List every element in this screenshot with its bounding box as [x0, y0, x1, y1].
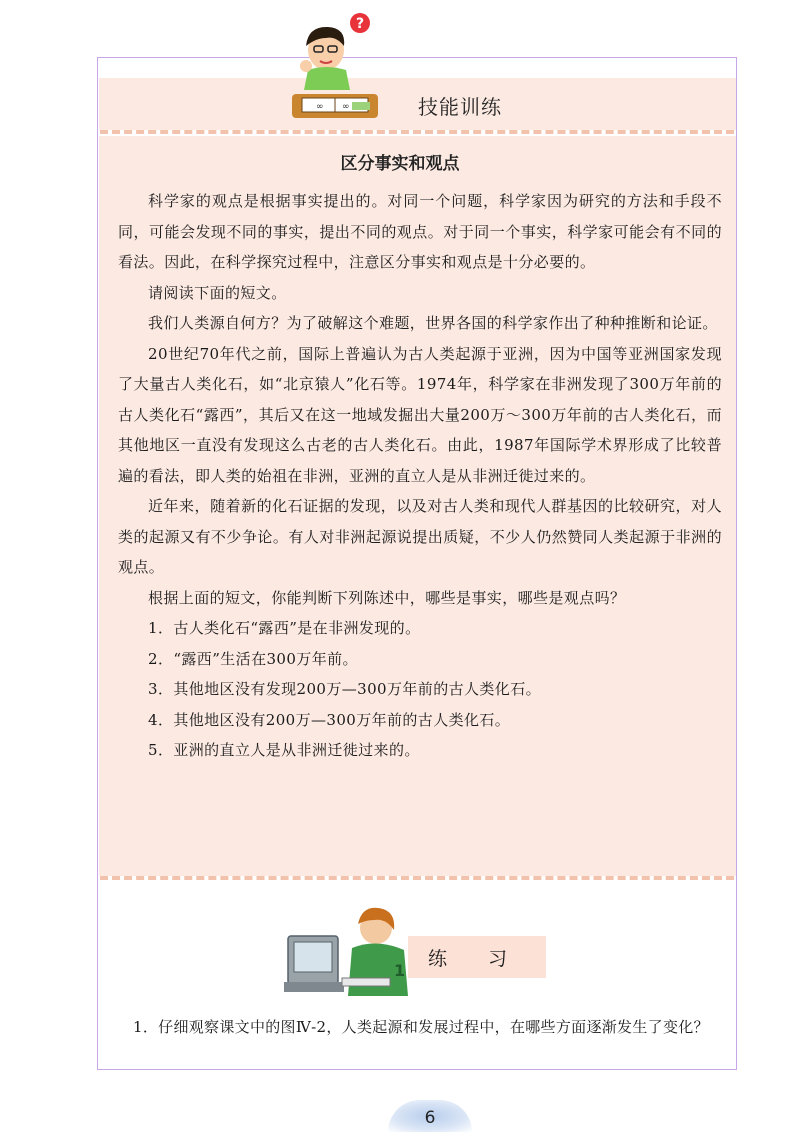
- student-computer-icon: [282, 900, 412, 996]
- article-body: [118, 186, 722, 766]
- book-desk-icon: [290, 88, 380, 120]
- exercise-item: 1．仔细观察课文中的图Ⅳ-2，人类起源和发展过程中，在哪些方面逐渐发生了变化？: [133, 1018, 709, 1036]
- section-title: 区分事实和观点: [340, 154, 460, 174]
- exercise-title: 练 习: [428, 948, 509, 970]
- paragraph: 科学家的观点是根据事实提出的。对同一个问题，科学家因为研究的方法和手段不同，可能会发现不同的事实，提出不同的观点。对于同一个事实，科学家可能会有不同的看法。因此，在科学探究过程中，注意区分事实和观点是十分必要的。: [118, 192, 722, 271]
- svg-text:∞: ∞: [342, 102, 350, 112]
- statement-item: 4．其他地区没有200万—300万年前的古人类化石。: [148, 710, 511, 729]
- skill-training-title: 技能训练: [418, 95, 502, 119]
- statement-item: 1．古人类化石“露西”是在非洲发现的。: [148, 619, 421, 637]
- paragraph: 我们人类源自何方？为了破解这个难题，世界各国的科学家作出了种种推断和论证。: [148, 314, 718, 332]
- svg-text:?: ?: [355, 16, 365, 32]
- dashed-divider-top: [100, 130, 734, 134]
- svg-text:∞: ∞: [316, 102, 324, 112]
- paragraph: 请阅读下面的短文。: [148, 283, 287, 302]
- statement-item: 3．其他地区没有发现200万—300万年前的古人类化石。: [148, 680, 542, 698]
- paragraph: 近年来，随着新的化石证据的发现，以及对古人类和现代人群基因的比较研究，对人类的起源又有不少争论。有人对非洲起源说提出质疑，不少人仍然赞同人类起源于非洲的观点。: [118, 497, 722, 576]
- paragraph: 20世纪70年代之前，国际上普遍认为古人类起源于亚洲，因为中国等亚洲国家发现了大量古人类化石，如“北京猿人”化石等。1974年，科学家在非洲发现了300万年前的古人类化石“露西”，其后又在这一地域发掘出大量200万～300万年前的古人类化石，而其他地区一直没有发现这么古老的古人类化石。由此，1987年国际学术界形成了比较普遍的看法，即人类的始祖在非洲，亚洲的直立人是从非洲迁徙过来的。: [118, 344, 722, 485]
- exercise-badge-number: 1: [394, 961, 406, 980]
- exercise-list: [118, 1012, 730, 1042]
- student-thinking-icon: [286, 8, 386, 90]
- statement-item: 5．亚洲的直立人是从非洲迁徙过来的。: [148, 741, 420, 759]
- dashed-divider-bottom: [100, 876, 734, 880]
- page-number: 6: [424, 1108, 436, 1128]
- paragraph: 根据上面的短文，你能判断下列陈述中，哪些是事实，哪些是观点吗？: [148, 588, 626, 607]
- statement-item: 2．“露西”生活在300万年前。: [148, 649, 358, 668]
